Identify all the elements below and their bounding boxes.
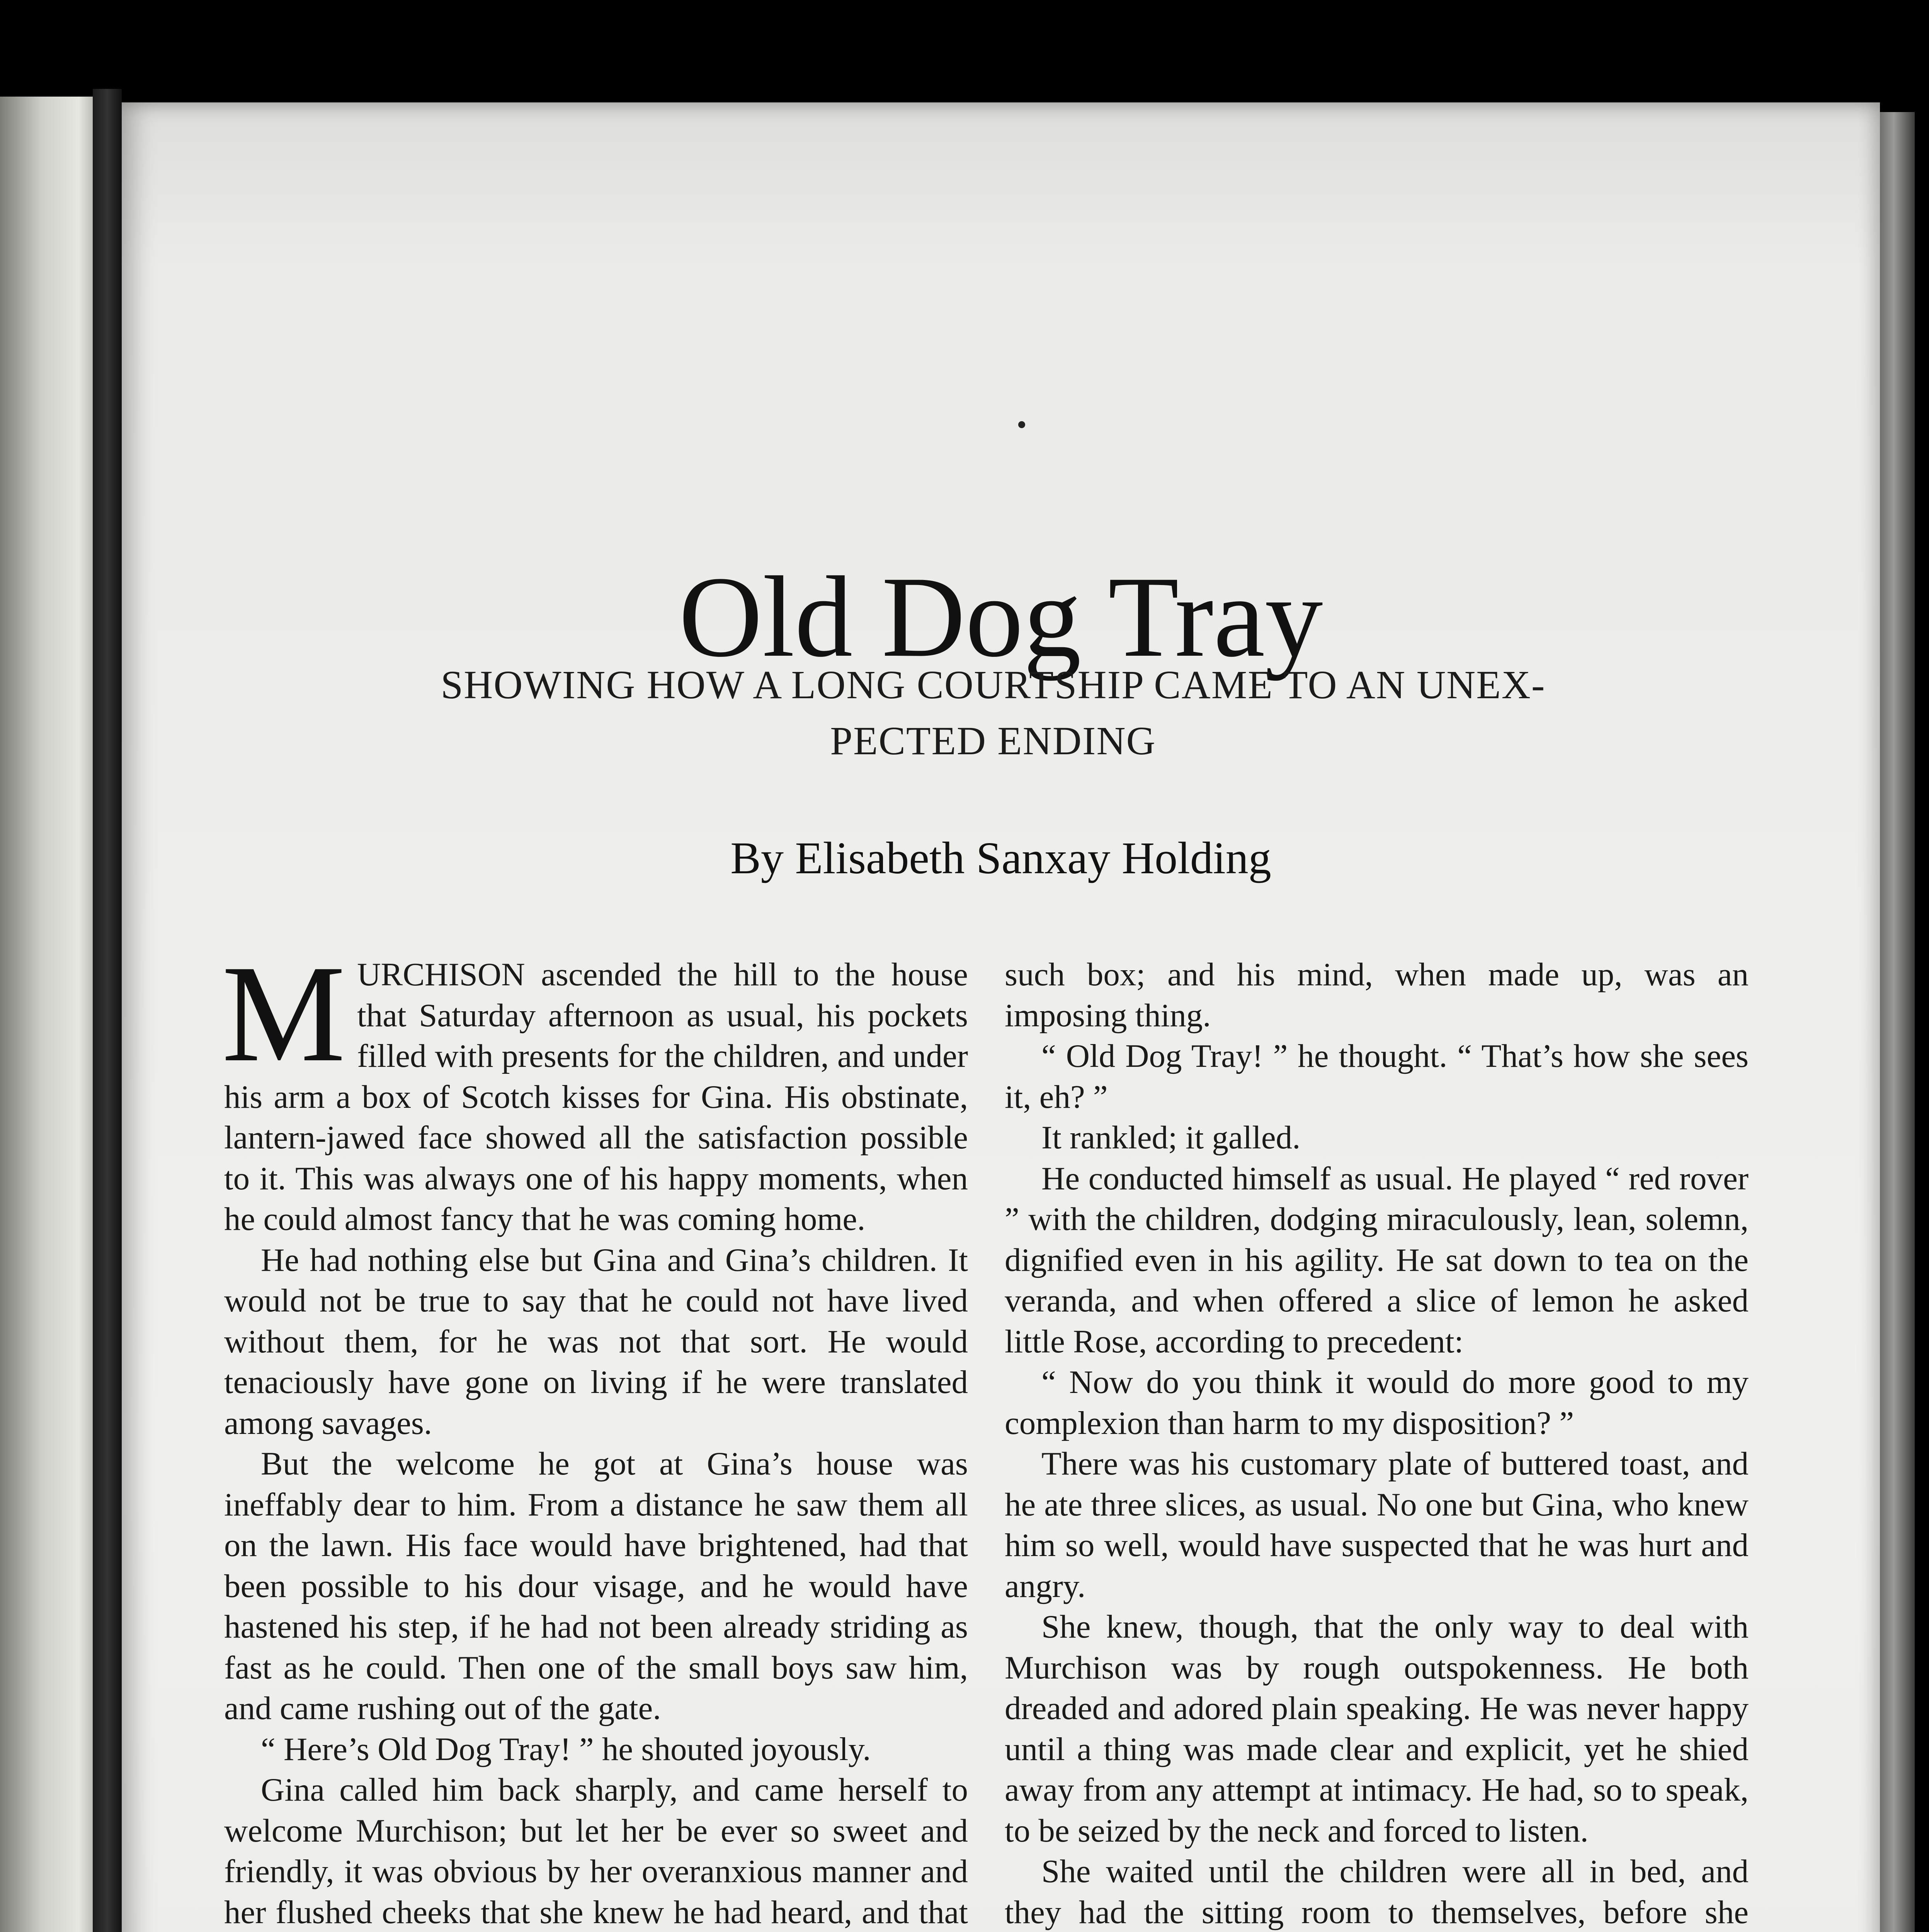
paragraph: She knew, though, that the only way to deal with Murchison was by rough outspokenness. He both dreaded and adored plain speaking. He was never happy until a thing was made clear and explicit, yet he shied away from any attempt at intimacy. He had, so to speak, to be seized by the neck and forced to listen. bbox=[1005, 1609, 1749, 1849]
text-column-left bbox=[222, 936, 968, 1932]
article-title: Old Dog Tray bbox=[679, 553, 1323, 681]
paragraph-text: URCHISON ascended the hill to the house that Saturday afternoon as usual, his pockets filled with presents for the children, and under his arm a box of Scotch kisses for Gina. His obstinate, lantern-jawed face showed all the satisfaction possible to it. This was always one of his happy moments, when he could almost fancy that he was coming home. bbox=[224, 956, 968, 1237]
paragraph: But the welcome he got at Gina’s house was ineffably dear to him. From a distance he saw them all on the lawn. His face would have brightened, had that been possible to his dour visage, and he would have hastened his step, if he had not been already striding as fast as he could. Then one of the small boys saw him, and came rushing out of the gate. bbox=[224, 1446, 968, 1726]
book-spine bbox=[93, 89, 122, 1932]
subtitle-line-1: SHOWING HOW A LONG COURTSHIP CAME TO AN UNEX- bbox=[441, 663, 1546, 707]
right-page-edge bbox=[1880, 112, 1915, 1932]
article-subtitle bbox=[263, 657, 1723, 769]
paragraph: such box; and his mind, when made up, was an imposing thing. bbox=[1005, 956, 1749, 1034]
paragraph: “ Old Dog Tray! ” he thought. “ That’s how she sees it, eh? ” bbox=[1005, 1038, 1749, 1115]
paragraph: Gina called him back sharply, and came herself to welcome Murchison; but let her be ever so sweet and friendly, it was obvious by her overanxious manner and her flushed cheeks that she knew he had heard, and that bbox=[224, 1772, 968, 1930]
subtitle-line-2: PECTED ENDING bbox=[830, 719, 1156, 763]
ink-speck bbox=[1018, 421, 1025, 428]
text-column-right bbox=[1005, 954, 1749, 1932]
paragraph: He had nothing else but Gina and Gina’s children. It would not be true to say that he could not have lived without them, for he was not that sort. He would tenaciously have gone on living if he were translated among savages. bbox=[224, 1242, 968, 1441]
paragraph: It rankled; it galled. bbox=[1041, 1119, 1301, 1156]
paragraph: There was his customary plate of buttered toast, and he ate three slices, as usual. No one but Gina, who knew him so well, would have suspected that he was hurt and angry. bbox=[1005, 1446, 1749, 1604]
paragraph: She waited until the children were all in bed, and they had the sitting room to themselves, before she bbox=[1005, 1853, 1749, 1930]
article-byline: By Elisabeth Sanxay Holding bbox=[730, 833, 1271, 883]
paragraph: He conducted himself as usual. He played “ red rover ” with the children, dodging miraculously, lean, solemn, dignified even in his agility. He sat down to tea on the veranda, and when offered a slice of lemon he asked little Rose, according to precedent: bbox=[1005, 1160, 1749, 1360]
paragraph: “ Here’s Old Dog Tray! ” he shouted joyously. bbox=[261, 1731, 871, 1767]
paragraph bbox=[222, 936, 968, 1240]
drop-cap: M bbox=[222, 936, 346, 1090]
left-page-edge bbox=[0, 97, 93, 1932]
paragraph: “ Now do you think it would do more good to my complexion than harm to my disposition? ” bbox=[1005, 1364, 1749, 1441]
